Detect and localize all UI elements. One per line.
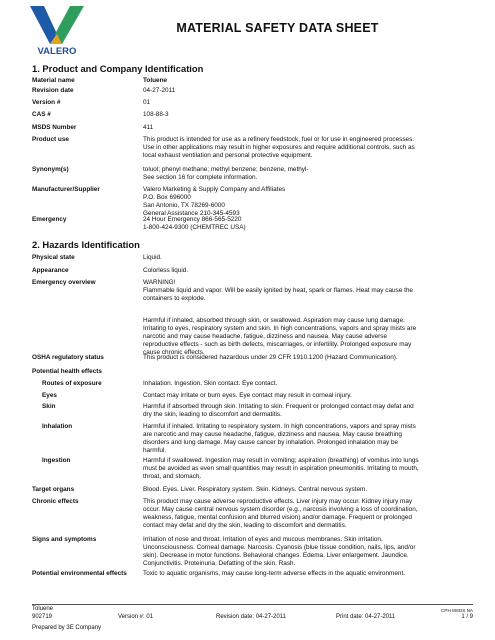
field-value-line: General Assistance 210-345-4593: [143, 210, 240, 217]
field-label: Product use: [32, 136, 69, 143]
field-value-line: 04-27-2011: [143, 87, 176, 94]
field-label: Manufacturer/Supplier: [32, 186, 100, 193]
field-value-line: WARNING!: [143, 279, 176, 286]
field-label: Version #: [32, 99, 61, 106]
field-label: Appearance: [32, 267, 69, 274]
field-row: [32, 536, 472, 568]
field-value-line: skin). Decrease in motor functions. Behavioral changes. Edema. Liver enlargement. Jaundice.: [143, 552, 409, 559]
field-value-line: Harmful if absorbed through skin. Irritating to skin. Frequent or prolonged contact may defat and: [143, 403, 414, 410]
field-label: OSHA regulatory status: [32, 354, 104, 361]
field-value-line: Liquid.: [143, 254, 162, 261]
footer-doc-number: 902719: [32, 614, 53, 620]
field-row: [32, 457, 472, 481]
field-value-line: P.O. Box 696000: [143, 194, 191, 201]
field-value-line: 1-800-424-9300 (CHEMTREC USA): [143, 224, 246, 231]
field-value: [143, 99, 472, 107]
section-2-title: 2. Hazards Identification: [32, 239, 140, 250]
field-value-line: reproductive effects - such as birth defects, miscarriages, or infertility. Prolonged exposure may: [143, 341, 412, 348]
field-label: Routes of exposure: [42, 380, 102, 387]
footer-product: Toluene: [32, 606, 54, 612]
field-row: [32, 392, 472, 400]
field-value-line: Unconsciousness. Corneal damage. Narcosis. Cyanosis (blue tissue condition, nails, lips, and/or: [143, 544, 416, 551]
field-value-line: Harmful if inhaled, absorbed through skin, or swallowed. Aspiration may cause lung damage.: [143, 317, 405, 324]
field-value-line: Colorless liquid.: [143, 267, 189, 274]
field-row: [32, 77, 472, 85]
field-value-line: 411: [143, 124, 154, 131]
field-row: [32, 403, 472, 419]
footer-divider: [32, 604, 473, 605]
field-value-line: 24 Hour Emergency 866-565-5220: [143, 216, 242, 223]
field-value: [143, 536, 472, 568]
footer-version: Version #: 01: [118, 614, 154, 620]
field-value-line: Irritating to eyes, respiratory system and skin. In high concentrations, vapors and spray mists are: [143, 325, 417, 332]
field-value: [143, 87, 472, 95]
field-value-line: Contact may irritate or burn eyes. Eye contact may result in corneal injury.: [143, 392, 352, 399]
footer-prepared-by: Prepared by 3E Company: [32, 625, 102, 631]
field-value-line: This product is considered hazardous under 29 CFR 1910.1200 (Hazard Communication).: [143, 354, 398, 361]
field-value: [143, 111, 472, 119]
field-value: [143, 486, 472, 494]
field-row: [32, 423, 472, 455]
footer-code: CPH MSDS NA: [441, 608, 473, 613]
field-value: [143, 403, 472, 419]
field-row: [32, 216, 472, 232]
field-value: [143, 136, 472, 160]
field-row: [32, 254, 472, 262]
field-row: [32, 186, 472, 218]
field-label: Ingestion: [42, 457, 71, 464]
field-label: MSDS Number: [32, 124, 77, 131]
field-value-line: cause chronic effects.: [143, 349, 205, 356]
field-row: [32, 124, 472, 132]
footer-print-date: Print date: 04-27-2011: [336, 614, 396, 620]
field-label: Chronic effects: [32, 498, 79, 505]
field-value: [143, 392, 472, 400]
field-row: [32, 99, 472, 107]
field-label: Synonym(s): [32, 166, 69, 173]
field-value-line: disorders and lung damage. May cause cancer by inhalation. Prolonged inhalation may be: [143, 439, 399, 446]
field-value-line: are narcotic and may cause headache, fatigue, dizziness and nausea. May cause breathing: [143, 431, 402, 438]
field-value: [143, 186, 472, 218]
field-value-line: 01: [143, 99, 151, 106]
footer-page-number: 1 / 9: [461, 614, 473, 620]
field-label: [32, 317, 143, 357]
field-value: [143, 457, 472, 481]
field-row: [32, 136, 472, 160]
field-value-line: dry the skin, leading to discomfort and dermatitis.: [143, 411, 282, 418]
field-row: [32, 87, 472, 95]
field-value-line: must be avoided as even small quantities may result in aspiration pneumonitis. Irritating to mouth,: [143, 465, 419, 472]
field-label: Skin: [42, 403, 56, 410]
field-row: [32, 317, 472, 357]
field-value: [143, 380, 472, 388]
field-value-line: contact may defat and dry the skin, leading to discomfort and dermatitis.: [143, 522, 347, 529]
field-value: [143, 267, 472, 275]
field-label: Inhalation: [42, 423, 73, 430]
field-value-line: weakness, fatigue, mental confusion and blurred vision) and/or damage. Frequent or prolonged: [143, 514, 412, 521]
field-value-line: Toluene: [143, 77, 168, 84]
field-value-line: This product is intended for use as a refinery feedstock, fuel or for use in engineered processes.: [143, 136, 415, 143]
field-value: [143, 354, 472, 362]
field-value: [143, 317, 472, 357]
field-value: [143, 498, 472, 530]
field-value: [143, 368, 472, 376]
field-value-line: narcotic and may cause headache, fatigue, dizziness and nausea. May cause adverse: [143, 333, 388, 340]
field-value-line: occur. May cause central nervous system disorder (e.g., narcosis involving a loss of coordination,: [143, 506, 418, 513]
logo-text: VALERO: [37, 46, 77, 56]
field-value: [143, 124, 472, 132]
field-row: [32, 498, 472, 530]
field-label: Eyes: [42, 392, 57, 399]
field-label: Revision date: [32, 87, 74, 94]
field-row: [32, 486, 472, 494]
field-value-line: Use in other applications may result in higher exposures and require additional controls, such as: [143, 144, 415, 151]
field-row: [32, 267, 472, 275]
field-value-line: Flammable liquid and vapor. Will be easily ignited by heat, spark or flames. Heat may cause the: [143, 287, 413, 294]
field-value-line: Irritation of nose and throat. Irritation of eyes and mucous membranes. Skin irritation.: [143, 536, 383, 543]
field-value: [143, 254, 472, 262]
field-label: Physical state: [32, 254, 75, 261]
field-value-line: Valero Marketing & Supply Company and Affiliates: [143, 186, 286, 193]
field-value-line: Toxic to aquatic organisms, may cause long-term adverse effects in the aquatic environment.: [143, 570, 406, 577]
field-value-line: toluol; phenyl methane; methyl benzene; benzene, methyl-: [143, 166, 309, 173]
field-row: [32, 570, 472, 578]
field-value-line: This product may cause adverse reproductive effects. Liver injury may occur. Kidney injury may: [143, 498, 413, 505]
field-value: [143, 279, 472, 303]
field-label: CAS #: [32, 111, 51, 118]
field-value-line: harmful.: [143, 447, 167, 454]
field-value-line: throat, and stomach.: [143, 473, 202, 480]
field-row: [32, 166, 472, 182]
field-value: [143, 423, 472, 455]
field-value-line: San Antonio, TX 78269-6000: [143, 202, 225, 209]
field-value-line: See section 16 for complete information.: [143, 174, 258, 181]
field-row: [32, 111, 472, 119]
field-value: [143, 570, 472, 578]
footer-revision-date: Revision date: 04-27-2011: [216, 614, 286, 620]
field-label: Emergency: [32, 216, 67, 223]
field-label: Potential environmental effects: [32, 570, 127, 577]
field-value-line: Inhalation. Ingestion. Skin contact. Eye contact.: [143, 380, 278, 387]
field-value: [143, 216, 472, 232]
field-row: [32, 368, 472, 376]
field-label: Potential health effects: [32, 368, 102, 375]
field-label: Target organs: [32, 486, 75, 493]
field-value-line: Harmful if swallowed. Ingestion may result in vomiting; aspiration (breathing) of vomitus into lungs: [143, 457, 419, 464]
field-value-line: Harmful if inhaled. Irritating to respiratory system. In high concentrations, vapors and spray mists: [143, 423, 416, 430]
field-value-line: Conjunctivitis. Proteinuria. Defatting of the skin. Rash.: [143, 560, 296, 567]
field-row: [32, 354, 472, 362]
field-label: Emergency overview: [32, 279, 96, 286]
field-label: Material name: [32, 77, 75, 84]
field-value: [143, 77, 472, 85]
section-1-title: 1. Product and Company Identification: [32, 63, 204, 74]
field-row: [32, 279, 472, 303]
field-value-line: containers to explode.: [143, 295, 206, 302]
field-row: [32, 380, 472, 388]
field-label: Signs and symptoms: [32, 536, 97, 543]
document-title: MATERIAL SAFETY DATA SHEET: [176, 21, 379, 35]
field-value-line: local exhaust ventilation and personal protective equipment.: [143, 152, 313, 159]
field-value-line: Blood. Eyes. Liver. Respiratory system. Skin. Kidneys. Central nervous system.: [143, 486, 368, 493]
field-value-line: 108-88-3: [143, 111, 169, 118]
field-value: [143, 166, 472, 182]
